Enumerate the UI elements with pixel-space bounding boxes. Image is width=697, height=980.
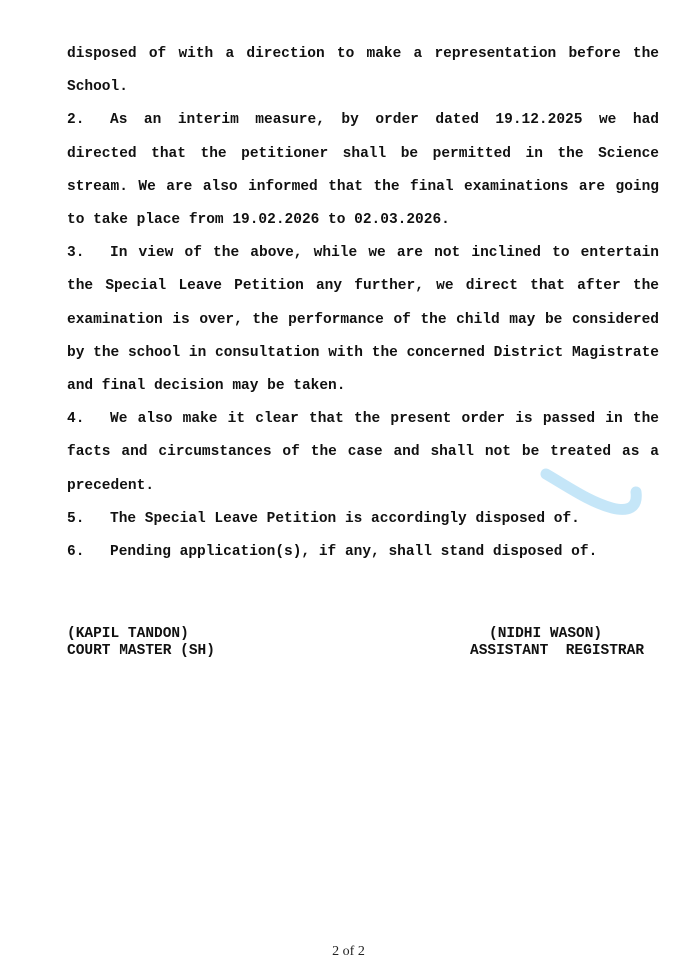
signatory-name: (NIDHI WASON) (489, 626, 603, 642)
paragraph-number: 6. (67, 544, 85, 561)
signatory-designation: ASSISTANT REGISTRAR (470, 643, 645, 659)
paragraph-number: 3. (67, 245, 85, 262)
signatory-name: (KAPIL TANDON) (67, 626, 189, 642)
page-number: 2 of 2 (332, 944, 365, 959)
signature-block-right (470, 626, 644, 660)
paragraph-text: We also make it clear that the present order is passed in the facts and circumstances of the case and shall not be treated as a precedent. (67, 411, 659, 494)
signatory-designation: COURT MASTER (SH) (67, 643, 215, 659)
paragraph-number: 2. (67, 112, 85, 129)
signature-block-left (67, 626, 215, 660)
paragraph-text: Pending application(s), if any, shall stand disposed of. (110, 544, 598, 561)
continuation-paragraph (67, 38, 659, 104)
paragraph-3 (67, 237, 659, 403)
continuation-text: disposed of with a direction to make a representation before the School. (67, 46, 659, 96)
paragraph-2 (67, 104, 659, 237)
paragraph-text: The Special Leave Petition is accordingly disposed of. (110, 510, 580, 527)
paragraph-6 (67, 536, 659, 569)
paragraph-number: 5. (67, 510, 85, 527)
paragraph-number: 4. (67, 411, 85, 428)
highlight-stroke-mark (540, 462, 650, 522)
paragraph-text: In view of the above, while we are not inclined to entertain the Special Leave Petition any further, we direct that after the examination is over, the performance of the child may be considered by the school in consultation with the concerned District Magistrate and final decision may be taken. (67, 245, 659, 395)
paragraph-text: As an interim measure, by order dated 19.12.2025 we had directed that the petitioner shall be permitted in the Science stream. We are also informed that the final examinations are going to take place from 19.02.2026 to 02.03.2026. (67, 112, 659, 229)
